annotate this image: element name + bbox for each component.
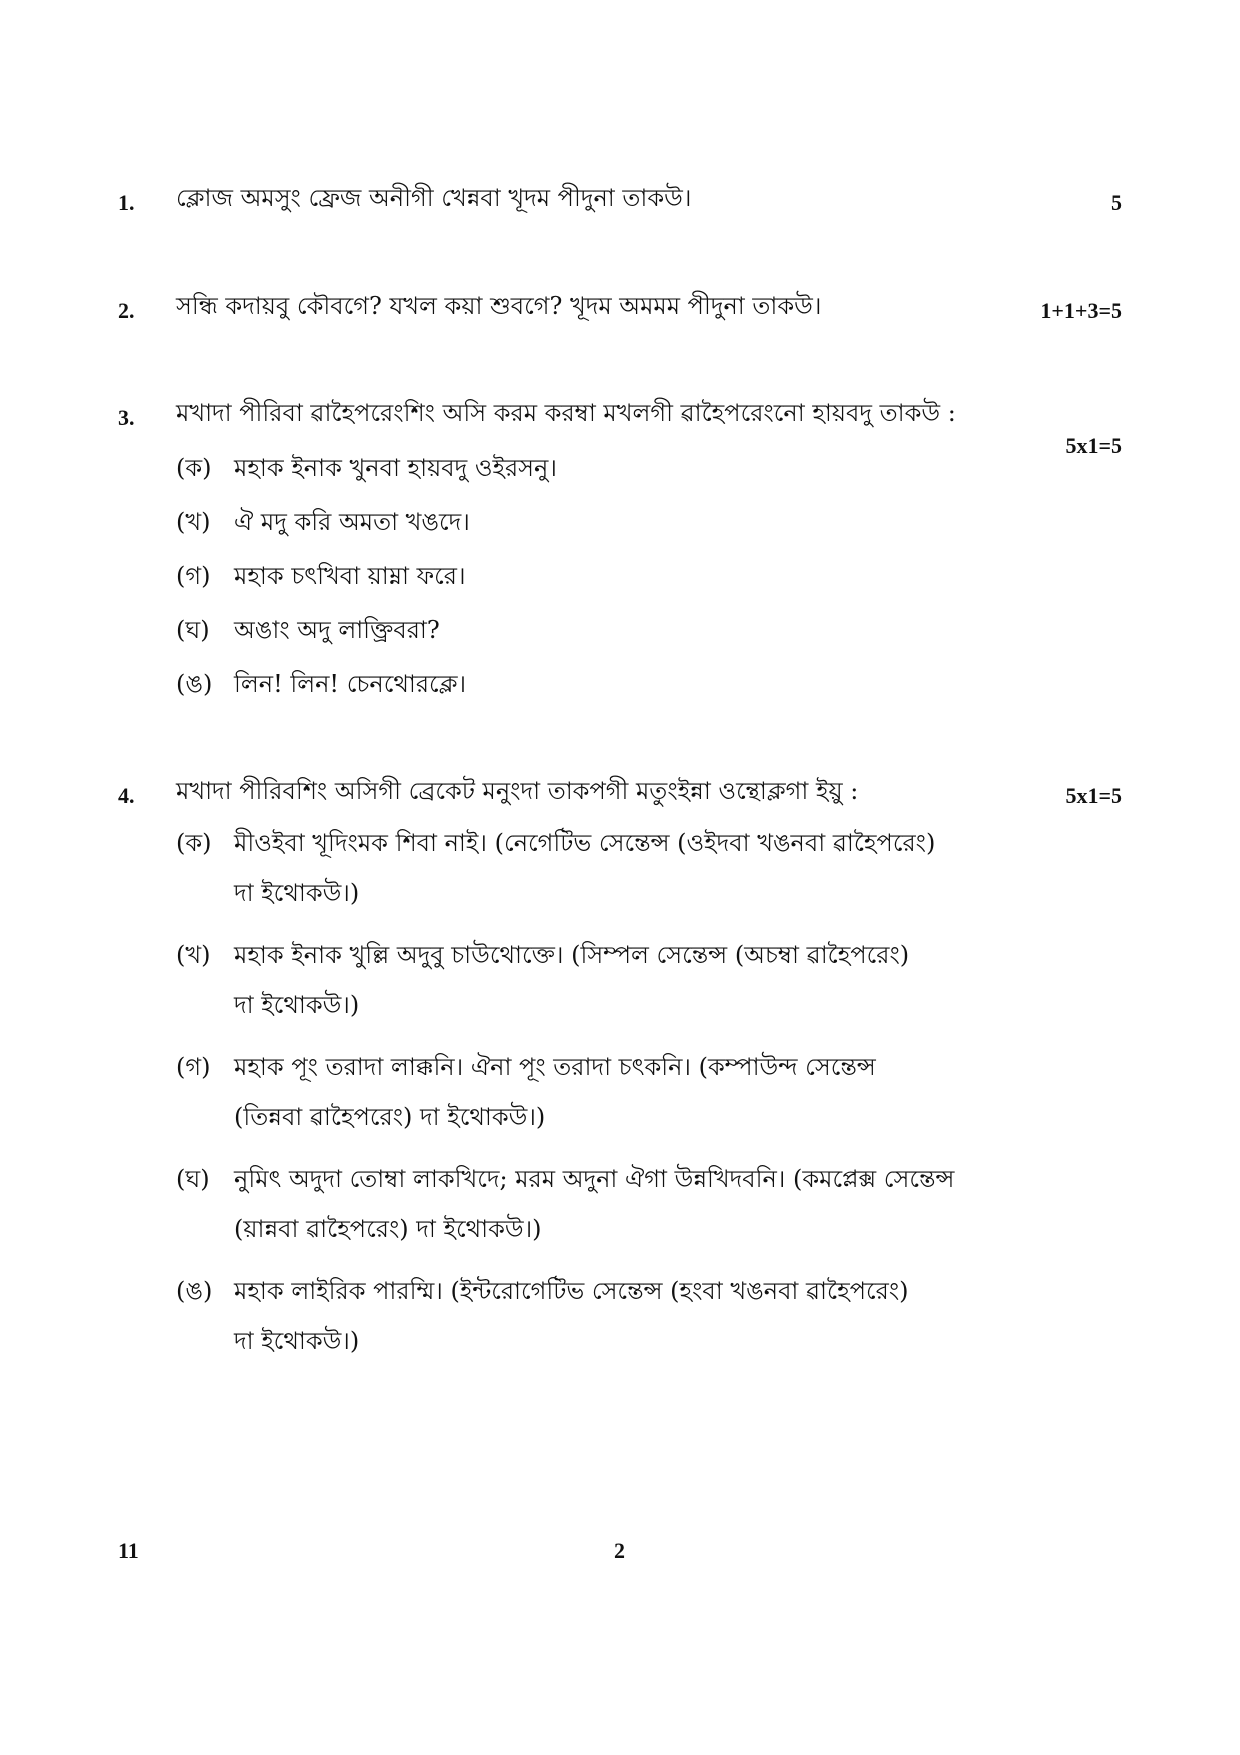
option-text-line1: মহাক ইনাক খুল্লি অদুবু চাউথোক্তে। (সিম্পল সেন্তেন্স (অচম্বা ৱাহৈপরেং) (234, 941, 910, 969)
option-kha (176, 494, 1076, 550)
question-text: ক্লোজ অমসুং ফ্রেজ অনীগী খেন্নবা খূদম পীদুনা তাকউ। (176, 184, 692, 212)
option-label: (ঙ) (176, 1277, 213, 1305)
option-ga (176, 548, 1076, 604)
option-gha (176, 1154, 1076, 1254)
option-text: মহাক ইনাক খুনবা হায়বদু ওইরসনু। (234, 454, 557, 482)
option-text: ঐ মদু করি অমতা খঙদে। (234, 508, 470, 536)
question-marks: 5 (1111, 190, 1122, 215)
option-label: (খ) (176, 508, 211, 536)
option-text: অঙাং অদু লাক্ত্রিবরা? (234, 616, 440, 644)
question-number: 2. (118, 298, 135, 323)
option-text: লিন! লিন! চেনথোরক্লে। (234, 670, 467, 698)
option-text-line2: দা ইথোকউ।) (234, 879, 360, 907)
option-label: (গ) (176, 1053, 211, 1081)
option-label: (ক) (176, 454, 212, 482)
option-text-line2: (তিন্নবা ৱাহৈপরেং) দা ইথোকউ।) (234, 1103, 546, 1131)
option-text-line1: মীওইবা খূদিংমক শিবা নাই। (নেগেটিভ সেন্তেন্স (ওইদবা খঙনবা ৱাহৈপরেং) (234, 829, 936, 857)
question-number: 4. (118, 783, 135, 808)
option-text-line2: (য়ান্নবা ৱাহৈপরেং) দা ইথোকউ।) (234, 1215, 542, 1243)
option-nga (176, 1266, 1076, 1366)
option-ka (176, 440, 1076, 496)
option-label: (খ) (176, 941, 211, 969)
option-nga (176, 656, 1076, 712)
option-ka (176, 818, 1076, 918)
option-ga (176, 1042, 1076, 1142)
question-marks: 1+1+3=5 (1040, 298, 1122, 323)
option-label: (গ) (176, 562, 211, 590)
option-text-line1: মহাক লাইরিক পারম্মি। (ইন্টরোগেটিভ সেন্তেন্স (হংবা খঙনবা ৱাহৈপরেং) (234, 1277, 909, 1305)
question-marks: 5x1=5 (1065, 783, 1122, 808)
question-text: সন্ধি কদায়বু কৌবগে? যখল কয়া শুবগে? খূদম অমমম পীদুনা তাকউ। (176, 292, 822, 320)
option-label: (ঘ) (176, 616, 210, 644)
question-number: 1. (118, 190, 135, 215)
option-label: (ঙ) (176, 670, 213, 698)
option-gha (176, 602, 1076, 658)
question-marks: 5x1=5 (1065, 433, 1122, 458)
option-text-line1: মহাক পূং তরাদা লাক্কনি। ঐনা পূং তরাদা চৎকনি। (কম্পাউন্দ সেন্তেন্স (234, 1053, 876, 1081)
option-text-line2: দা ইথোকউ।) (234, 991, 360, 1019)
page-number: 2 (614, 1538, 625, 1563)
question-text: মখাদা পীরিবা ৱাহৈপরেংশিং অসি করম করম্বা মখলগী ৱাহৈপরেংনো হায়বদু তাকউ : (176, 399, 956, 427)
question-number: 3. (118, 405, 135, 430)
paper-code: 11 (118, 1538, 139, 1563)
option-label: (ঘ) (176, 1165, 210, 1193)
option-text-line2: দা ইথোকউ।) (234, 1327, 360, 1355)
option-text-line1: নুমিৎ অদুদা তোম্বা লাকখিদে; মরম অদুনা ঐগা উন্নখিদবনি। (কমপ্লেক্স সেন্তেন্স (234, 1165, 955, 1193)
question-text: মখাদা পীরিবশিং অসিগী ব্রেকেট মনুংদা তাকপগী মতুংইন্না ওন্থোক্লগা ইয়ু : (176, 777, 859, 805)
option-text: মহাক চৎখিবা য়াম্না ফরে। (234, 562, 466, 590)
option-kha (176, 930, 1076, 1030)
option-label: (ক) (176, 829, 212, 857)
